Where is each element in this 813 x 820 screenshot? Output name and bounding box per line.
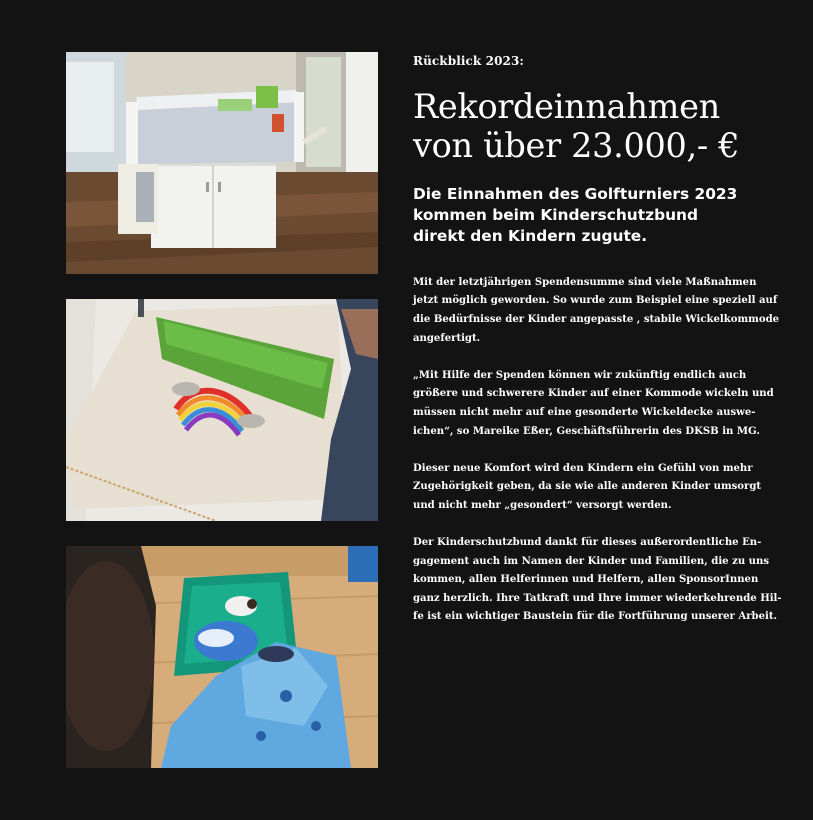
subheadline-line: direkt den Kindern zugute. — [413, 226, 648, 245]
body-line: größere und schwerere Kinder auf einer Kommode wickeln und — [413, 388, 774, 400]
body-line: jetzt möglich geworden. So wurde zum Beispiel eine speziell auf — [413, 295, 778, 307]
paragraph-wickelkommode — [413, 274, 780, 348]
paragraph-quote — [413, 367, 774, 441]
headline-line: Rekordeinnahmen — [413, 87, 720, 126]
body-line: „Mit Hilfe der Spenden können wir zukünftig endlich auch — [413, 369, 747, 381]
subheadline-line: kommen beim Kinderschutzbund — [413, 206, 699, 225]
body-line: die Bedürfnisse der Kinder angepasste , stabile Wickelkommode — [413, 313, 780, 325]
article-headline — [413, 87, 753, 165]
body-line: kommen, allen Helferinnen und Helfern, allen SponsorInnen — [413, 574, 759, 586]
article-body — [413, 274, 782, 627]
body-line: Dieser neue Komfort wird den Kindern ein Gefühl von mehr — [413, 462, 753, 474]
headline-line: von über 23.000,- € — [413, 126, 740, 166]
body-line: müssen nicht mehr auf eine gesonderte Wickeldecke auswe- — [413, 406, 756, 418]
body-line: und nicht mehr „gesondert“ versorgt werden. — [413, 499, 672, 511]
photo-rainbow-painting — [66, 299, 378, 521]
body-line: gagement auch im Namen der Kinder und Familien, die zu uns — [413, 555, 770, 567]
article-subheadline — [413, 184, 753, 246]
photo-changing-table — [66, 52, 378, 274]
subheadline-line: Die Einnahmen des Golfturniers 2023 — [413, 185, 738, 204]
body-line: angefertigt. — [413, 332, 481, 344]
photo-child-playing — [66, 546, 378, 768]
paragraph-dank — [413, 534, 782, 627]
article — [413, 54, 782, 627]
body-line: Der Kinderschutzbund dankt für dieses außerordentliche En- — [413, 537, 762, 549]
paragraph-komfort — [413, 460, 762, 516]
article-kicker: Rückblick 2023: — [413, 54, 524, 68]
body-line: Zugehörigkeit geben, da sie wie alle anderen Kinder umsorgt — [413, 481, 762, 493]
body-line: fe ist ein wichtiger Baustein für die Fortführung unserer Arbeit. — [413, 611, 778, 623]
body-line: Mit der letztjährigen Spendensumme sind viele Maßnahmen — [413, 276, 757, 288]
body-line: ganz herzlich. Ihre Tatkraft und Ihre immer wiederkehrende Hil- — [413, 592, 782, 604]
body-line: ichen“, so Mareike Eßer, Geschäftsführerin des DKSB in MG. — [413, 425, 760, 437]
